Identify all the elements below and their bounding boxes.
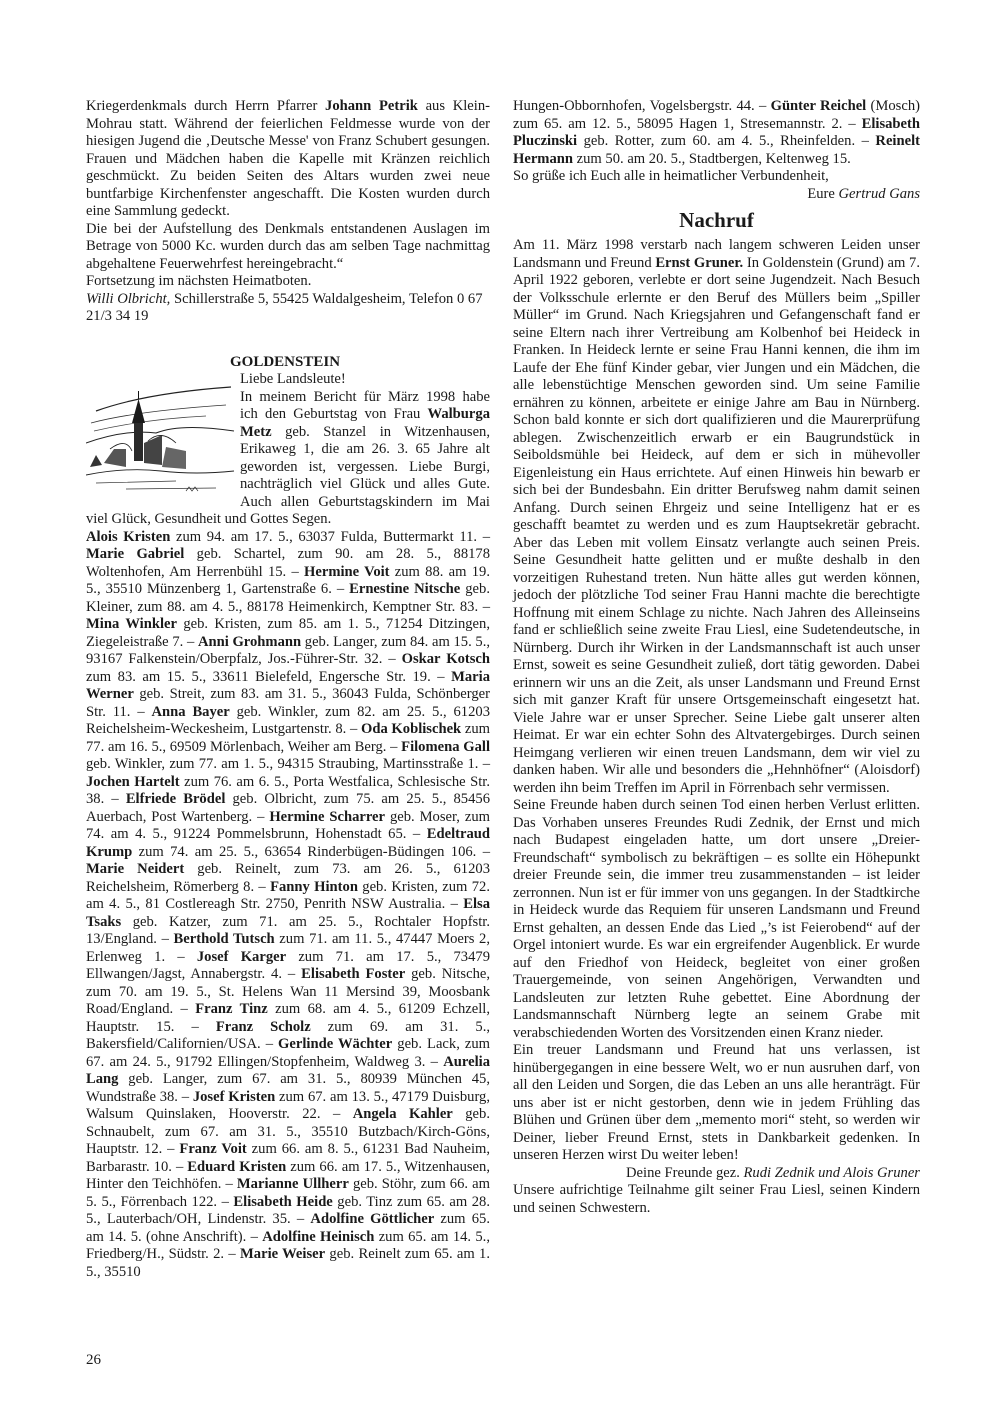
bold-name: Alois Kristen xyxy=(86,528,171,545)
bold-name: Mina Winkler xyxy=(86,616,177,632)
text-run: zum 66. am 17. 5., Witzenhausen, Hinter den Teichhöfen. – xyxy=(86,1158,490,1192)
text-run: geb. Schnaubelt, zum 67. am 31. 5., 35510 Butzbach/Kirch-Göns, Hauptstr. 12. – xyxy=(86,1106,490,1157)
text-run: Deine Freunde gez. xyxy=(626,1164,744,1181)
text-run: geb. Rotter, zum 60. am 4. 5., Rheinfelden. – xyxy=(577,133,876,149)
author-line xyxy=(86,291,490,326)
text-run: Eure xyxy=(807,185,839,202)
bold-name: Gerlinde Wächter xyxy=(278,1036,393,1052)
nachruf-paragraph-2: Seine Freunde haben durch seinen Tod einen herben Verlust erlitten. Das Vorhaben unseres Freundes Rudi Zednik, der Ernst und mich nach Budapest eingeladen hatte, um dort unsere „Dreier-Freundschaft“ symbolisch zu bekräftigen – es sollte ein Höhepunkt dreier Freunde sein, die immer treu zusammenstanden – ist leider zerronnen. Nun ist er für immer von uns gegangen. In der Stadtkirche in Heideck wurde das Requiem für unseren Landsmann und Freund Ernst gehalten, an dessen Ende das Lied „’s ist Feierobend“ auf der Orgel intoniert wurde. Es war ein ergreifender Augenblick. Er wurde auf den Friedhof von Heideck, begleitet von einer großen Trauergemeinde, von seinen Angehörigen, Verwandten und Landsleuten zur letzten Ruhe gebettet. Eine Abordnung der Landsmannschaft Nürnberg legte an seinem Grabe mit verabschiedenden Worten des Vorsitzenden einen Kranz nieder. xyxy=(513,797,920,1041)
bold-name: Maria Werner xyxy=(86,668,490,702)
left-column xyxy=(86,98,490,1281)
text-run: Hungen-Obbornhofen, Vogelsbergstr. 44. – xyxy=(513,98,771,114)
bold-name: Ernestine Nitsche xyxy=(349,581,461,597)
bold-name: Hermine Scharrer xyxy=(269,808,386,825)
text-run: zum 94. am 17. 5., 63037 Fulda, Buttermarkt 11. – xyxy=(170,528,490,545)
text-run: geb. Kristen, zum 72. am 4. 5., 81 Costlereagh Str. 2750, Penrith NSW Australia. – xyxy=(86,878,490,912)
bold-name: Josef Karger xyxy=(196,948,287,965)
italic-text: Gertrud Gans xyxy=(838,185,920,202)
text-run: geb. Winkler, zum 82. am 25. 5., 61203 Reichelsheim-Weckesheim, Lustgartenstr. 8. – xyxy=(86,703,490,737)
text-run: zum 88. am 19. 5., 35510 Münzenberg 1, Gartenstraße 6. – xyxy=(86,563,490,597)
bold-name: Elisabeth Foster xyxy=(301,966,406,982)
bold-name: Anna Bayer xyxy=(151,703,230,720)
church-village-sketch-icon xyxy=(86,371,236,501)
text-run: zum 71. am 11. 5., 47447 Moers 2, Erlenweg 1. – xyxy=(86,931,490,965)
goldenstein-heading: GOLDENSTEIN xyxy=(230,353,341,370)
birthday-list-continued xyxy=(513,98,920,168)
bold-name: Franz Tinz xyxy=(195,1001,268,1017)
text-run: geb. Kleiner, zum 88. am 4. 5., 88178 Heimenkirch, Kemptner Str. 83. – xyxy=(86,581,490,615)
text-run: geb. Kristen, zum 85. am 1. 5., 71254 Ditzingen, Ziegeleistraße 7. – xyxy=(86,616,490,650)
bold-name: Josef Kristen xyxy=(192,1088,276,1105)
right-column xyxy=(513,98,920,1217)
text-run: zum 83. am 15. 5., 33611 Bielefeld, Engersche Str. 19. – xyxy=(86,668,452,685)
text-run: zum 76. am 6. 5., Porta Westfalica, Schlesische Str. 38. – xyxy=(86,773,490,807)
intro-paragraph xyxy=(86,98,490,221)
bold-name: Elsa Tsaks xyxy=(86,896,490,930)
text-run: geb. Langer, zum 84. am 15. 5., 93167 Falkenstein/Oberpfalz, Jos.-Führer-Str. 32. – xyxy=(86,633,490,667)
nachruf-heading: Nachruf xyxy=(679,208,754,232)
bold-name: Edeltraud Krump xyxy=(86,826,490,860)
bold-name: Aurelia Lang xyxy=(86,1053,490,1087)
bold-name: Jochen Hartelt xyxy=(86,773,180,790)
text-run: geb. Stanzel in Witzenhausen, Erikaweg 1, die am 26. 3. 65 Jahre alt geworden ist, vergessen. Liebe Burgi, nachträglich viel Glück und alles Gute. Auch allen Geburtstagskindern im Mai viel Glück, Gesundheit und Gottes Segen. xyxy=(86,423,490,527)
text-run: geb. Lack, zum 67. am 24. 5., 91792 Ellingen/Stopfenheim, Waldweg 3. – xyxy=(86,1036,491,1070)
text-run: In meinem Bericht für März 1998 habe ich den Geburtstag von Frau xyxy=(240,388,490,422)
bold-name: Hermine Voit xyxy=(304,563,390,580)
bold-name: Reinelt Hermann xyxy=(513,133,920,167)
text-run: geb. Langer, zum 67. am 31. 5., 80939 München 45, Wundstraße 38. – xyxy=(86,1071,490,1105)
bold-name: Marie Weiser xyxy=(240,1246,326,1262)
birthday-list xyxy=(86,529,490,1282)
closing-signature xyxy=(513,186,920,204)
bold-name: Angela Kahler xyxy=(352,1106,453,1122)
text-run: geb. Nitsche, zum 70. am 19. 5., St. Helens Wan 11 Mersind 39, Moosbank Road/England. – xyxy=(86,966,491,1017)
text-run: zum 67. am 13. 5., 47179 Duisburg, Walsum Quinslaken, Hooverstr. 22. – xyxy=(86,1088,490,1122)
bold-name: Marie Neidert xyxy=(86,861,185,877)
nachruf-signature xyxy=(513,1165,920,1183)
bold-name: Fanny Hinton xyxy=(270,878,358,895)
condolence-note: Unsere aufrichtige Teilnahme gilt seiner Frau Liesl, seinen Kindern und seinen Schwestern. xyxy=(513,1182,920,1216)
text-run: Schillerstraße 5, 55425 Waldalgesheim, Telefon 0 67 21/3 34 19 xyxy=(86,290,483,324)
bold-name: Elisabeth Heide xyxy=(233,1193,333,1210)
italic-text: Rudi Zednik und Alois Gruner xyxy=(743,1164,920,1181)
text-run: aus Klein-Mohrau statt. Während der feierlichen Feldmesse wurde von der hiesigen Jugend die ‚Deutsche Messe' von Franz Schubert gesungen. Frauen und Mädchen haben die Kapelle mit Kränzen reichlich geschmückt. Zu beiden Seiten des Altars wurden zwei neue buntfarbige Kirchenfenster angeschafft. Die Kosten wurden durch eine Sammlung gedeckt. xyxy=(86,98,490,219)
text-run: zum 71. am 17. 5., 73479 Ellwangen/Jagst, Annabergstr. 4. – xyxy=(86,948,490,982)
text-run: Kriegerdenkmals durch Herrn Pfarrer xyxy=(86,98,326,114)
text-run: geb. Reinelt zum 65. am 1. 5., 35510 xyxy=(86,1246,490,1280)
continuation-note: Fortsetzung im nächsten Heimatboten. xyxy=(86,273,312,289)
text-run: geb. Stöhr, zum 66. am 5. 5., Förrenbach 122. – xyxy=(86,1176,490,1210)
page-number: 26 xyxy=(86,1352,101,1368)
text-run: zum 50. am 20. 5., Stadtbergen, Keltenweg 15. xyxy=(573,150,851,167)
text-run: geb. Reinelt, zum 73. am 26. 5., 61203 Reichelsheim, Römerberg 8. – xyxy=(86,861,490,895)
text-run: geb. Katzer, zum 71. am 25. 5., Rochtaler Hopfstr. 13/England. – xyxy=(86,913,490,947)
bold-name: Ernst Gruner. xyxy=(655,254,744,271)
text-run: geb. Tinz zum 65. am 28. 5., Lauterbach/OH, Lindenstr. 35. – xyxy=(86,1193,491,1227)
bold-name: Franz Voit xyxy=(179,1141,247,1157)
bold-name: Adolfine Göttlicher xyxy=(310,1211,435,1227)
text-run: zum 65. am 14. 5., Friedberg/H., Südstr. 2. – xyxy=(86,1228,490,1262)
greeting: Liebe Landsleute! xyxy=(240,371,346,387)
bold-name: Oda Koblischek xyxy=(360,721,462,737)
text-run: geb. Olbricht, zum 75. am 25. 5., 85456 Auerbach, Post Wartenberg. – xyxy=(86,791,490,825)
text-run: Am 11. März 1998 verstarb nach langem schweren Leiden unser Landsmann und Freund xyxy=(513,237,920,271)
bold-name: Elisabeth Pluczinski xyxy=(513,115,920,149)
text-run: zum 69. am 31. 5., Bakersfield/Californien/USA. – xyxy=(86,1018,490,1052)
italic-text: Willi Olbricht, xyxy=(86,290,171,307)
text-run: zum 65. am 14. 5. (ohne Anschrift). – xyxy=(86,1211,490,1245)
text-run: zum 68. am 4. 5., 61209 Echzell, Hauptstr. 15. – xyxy=(86,1001,490,1035)
text-run: zum 66. am 8. 5., 61231 Bad Nauheim, Barbarastr. 10. – xyxy=(86,1141,491,1175)
text-run: geb. Moser, zum 74. am 4. 5., 91224 Pommelsbrunn, Hohenstadt 65. – xyxy=(86,808,490,842)
bold-name: Eduard Kristen xyxy=(187,1158,287,1175)
costs-paragraph: Die bei der Aufstellung des Denkmals entstandenen Auslagen im Betrage von 5000 Kc. wurden durch das am selben Tage nachmittag abgehaltene Feuerwehrfest hereingebracht.“ xyxy=(86,220,490,272)
bold-name: Günter Reichel xyxy=(770,98,867,114)
bold-name: Marie Gabriel xyxy=(86,546,185,562)
bold-name: Adolfine Heinisch xyxy=(262,1228,375,1245)
bold-name: Johann Petrik xyxy=(325,98,418,114)
bold-name: Filomena Gall xyxy=(401,738,491,755)
text-run: geb. Winkler, zum 77. am 1. 5., 94315 Straubing, Martinsstraße 1. – xyxy=(86,756,490,772)
bold-name: Walburga Metz xyxy=(240,406,490,440)
nachruf-paragraph-1 xyxy=(513,237,920,797)
text-run: geb. Schartel, zum 90. am 28. 5., 88178 Woltenhofen, Am Herrenbühl 15. – xyxy=(86,546,491,580)
bold-name: Marianne Ullherr xyxy=(236,1176,349,1192)
closing-greeting: So grüße ich Euch alle in heimatlicher Verbundenheit, xyxy=(513,168,829,184)
text-run: geb. Streit, zum 83. am 31. 5., 36043 Fulda, Schönberger Str. 11. – xyxy=(86,686,490,720)
text-run: In Goldenstein (Grund) am 7. April 1922 geboren, verlebte er dort seine Jugendzeit. Nach Besuch der Volksschule erlernte er den Beruf des Müllers beim „Spiller Müller“ im Grund. Nach Kriegsjahren und Gefangenschaft fand er seine Eltern nach ihrer Vertreibung am Kolbenhof bei Heideck in Franken. In Heideck lernte er seine Frau Hanni kennen, die ihm im Laufe der Ehe fünf Kinder gebar, vier Jungen und ein Mädchen, die alle lebenstüchtige Menschen geworden sind. Um seine Familie ernähren zu können, arbeitete er einige Jahre am Bau in Nürnberg. Schon bald konnte er sich dort qualifizieren und die Maurerprüfung ablegen. Zwischenzeitlich erwarb er ein Baugrundstück in Seiboldsmühle bei Heideck, auf dem er sich in mühevoller Eigenleistung ein Haus errichtete. Auf einen Hinweis hin bewarb er sich bei der Bundesbahn. Ein dritter Berufsweg nahm damit seinen Anfang. Durch seinen Ehrgeiz und seine Intelligenz hat er es geschafft beamtet zu werden und es zum Hauptsekretär gebracht. Aber das Leben mit vollem Einsatz verlangte auch seinen Preis. Seine Gesundheit hatte gelitten und er mußte deshalb in den vorzeitigen Ruhestand treten. Nun hätte alles gut werden können, jedoch der plötzliche Tod seiner Frau Hanni machte die berechtigte Hoffnung mit einem Schlage zu nichte. Nach Jahren des Alleinseins fand er schließlich seine zweite Frau Liesl, eine Sudetendeutsche, in Nürnberg. Durch ihr Wirken in der Landsmannschaft ist auch unser Ernst, soweit es seine Gesundheit zuließ, dort tätig geworden. Dabei erinnern wir uns an die Zeit, als unser Landsmann und Freund Ernst sich mit ganzer Kraft für unsere Ortsgemeinschaft eingesetzt hat. Viele Jahre war er unser Sprecher. Seine Liebe galt unserer alten Heimat. Er war ein echter Sohn des Altvatergebirges. Durch seinen Heimgang verlieren wir einen treuen Landsmann, dem wir viel zu danken haben. Wir alle und besonders die „Hehnhöfner“ (Aloisdorf) werden ihn beim Treffen im April in Förrenbach sehr vermissen. xyxy=(513,254,920,796)
text-run: zum 74. am 25. 5., 63654 Rinderbügen-Büdingen 106. – xyxy=(132,843,490,860)
bold-name: Berthold Tutsch xyxy=(173,931,275,947)
text-run: zum 77. am 16. 5., 69509 Mörlenbach, Weiher am Berg. – xyxy=(86,721,491,755)
bold-name: Franz Scholz xyxy=(215,1018,311,1035)
text-run: (Mosch) zum 65. am 12. 5., 58095 Hagen 1, Stresemannstr. 2. – xyxy=(513,98,920,132)
nachruf-paragraph-3: Ein treuer Landsmann und Freund hat uns verlassen, ist hinübergegangen in eine bessere Welt, wo er nun ausruhen darf, von all den Leiden und Sorgen, die das Leben an uns alle heranträgt. Für uns aber ist er nicht gestorben, denn wie in jedem Frühling das Blühen und Grünen über dem „memento mori“ steht, so werden wir Deiner, lieber Freund Ernst, stets in Dankbarkeit gedenken. In unseren Herzen wirst Du weiter leben! xyxy=(513,1042,920,1163)
bold-name: Oskar Kotsch xyxy=(401,651,490,667)
bold-name: Anni Grohmann xyxy=(197,633,302,650)
bold-name: Elfriede Brödel xyxy=(125,791,226,807)
